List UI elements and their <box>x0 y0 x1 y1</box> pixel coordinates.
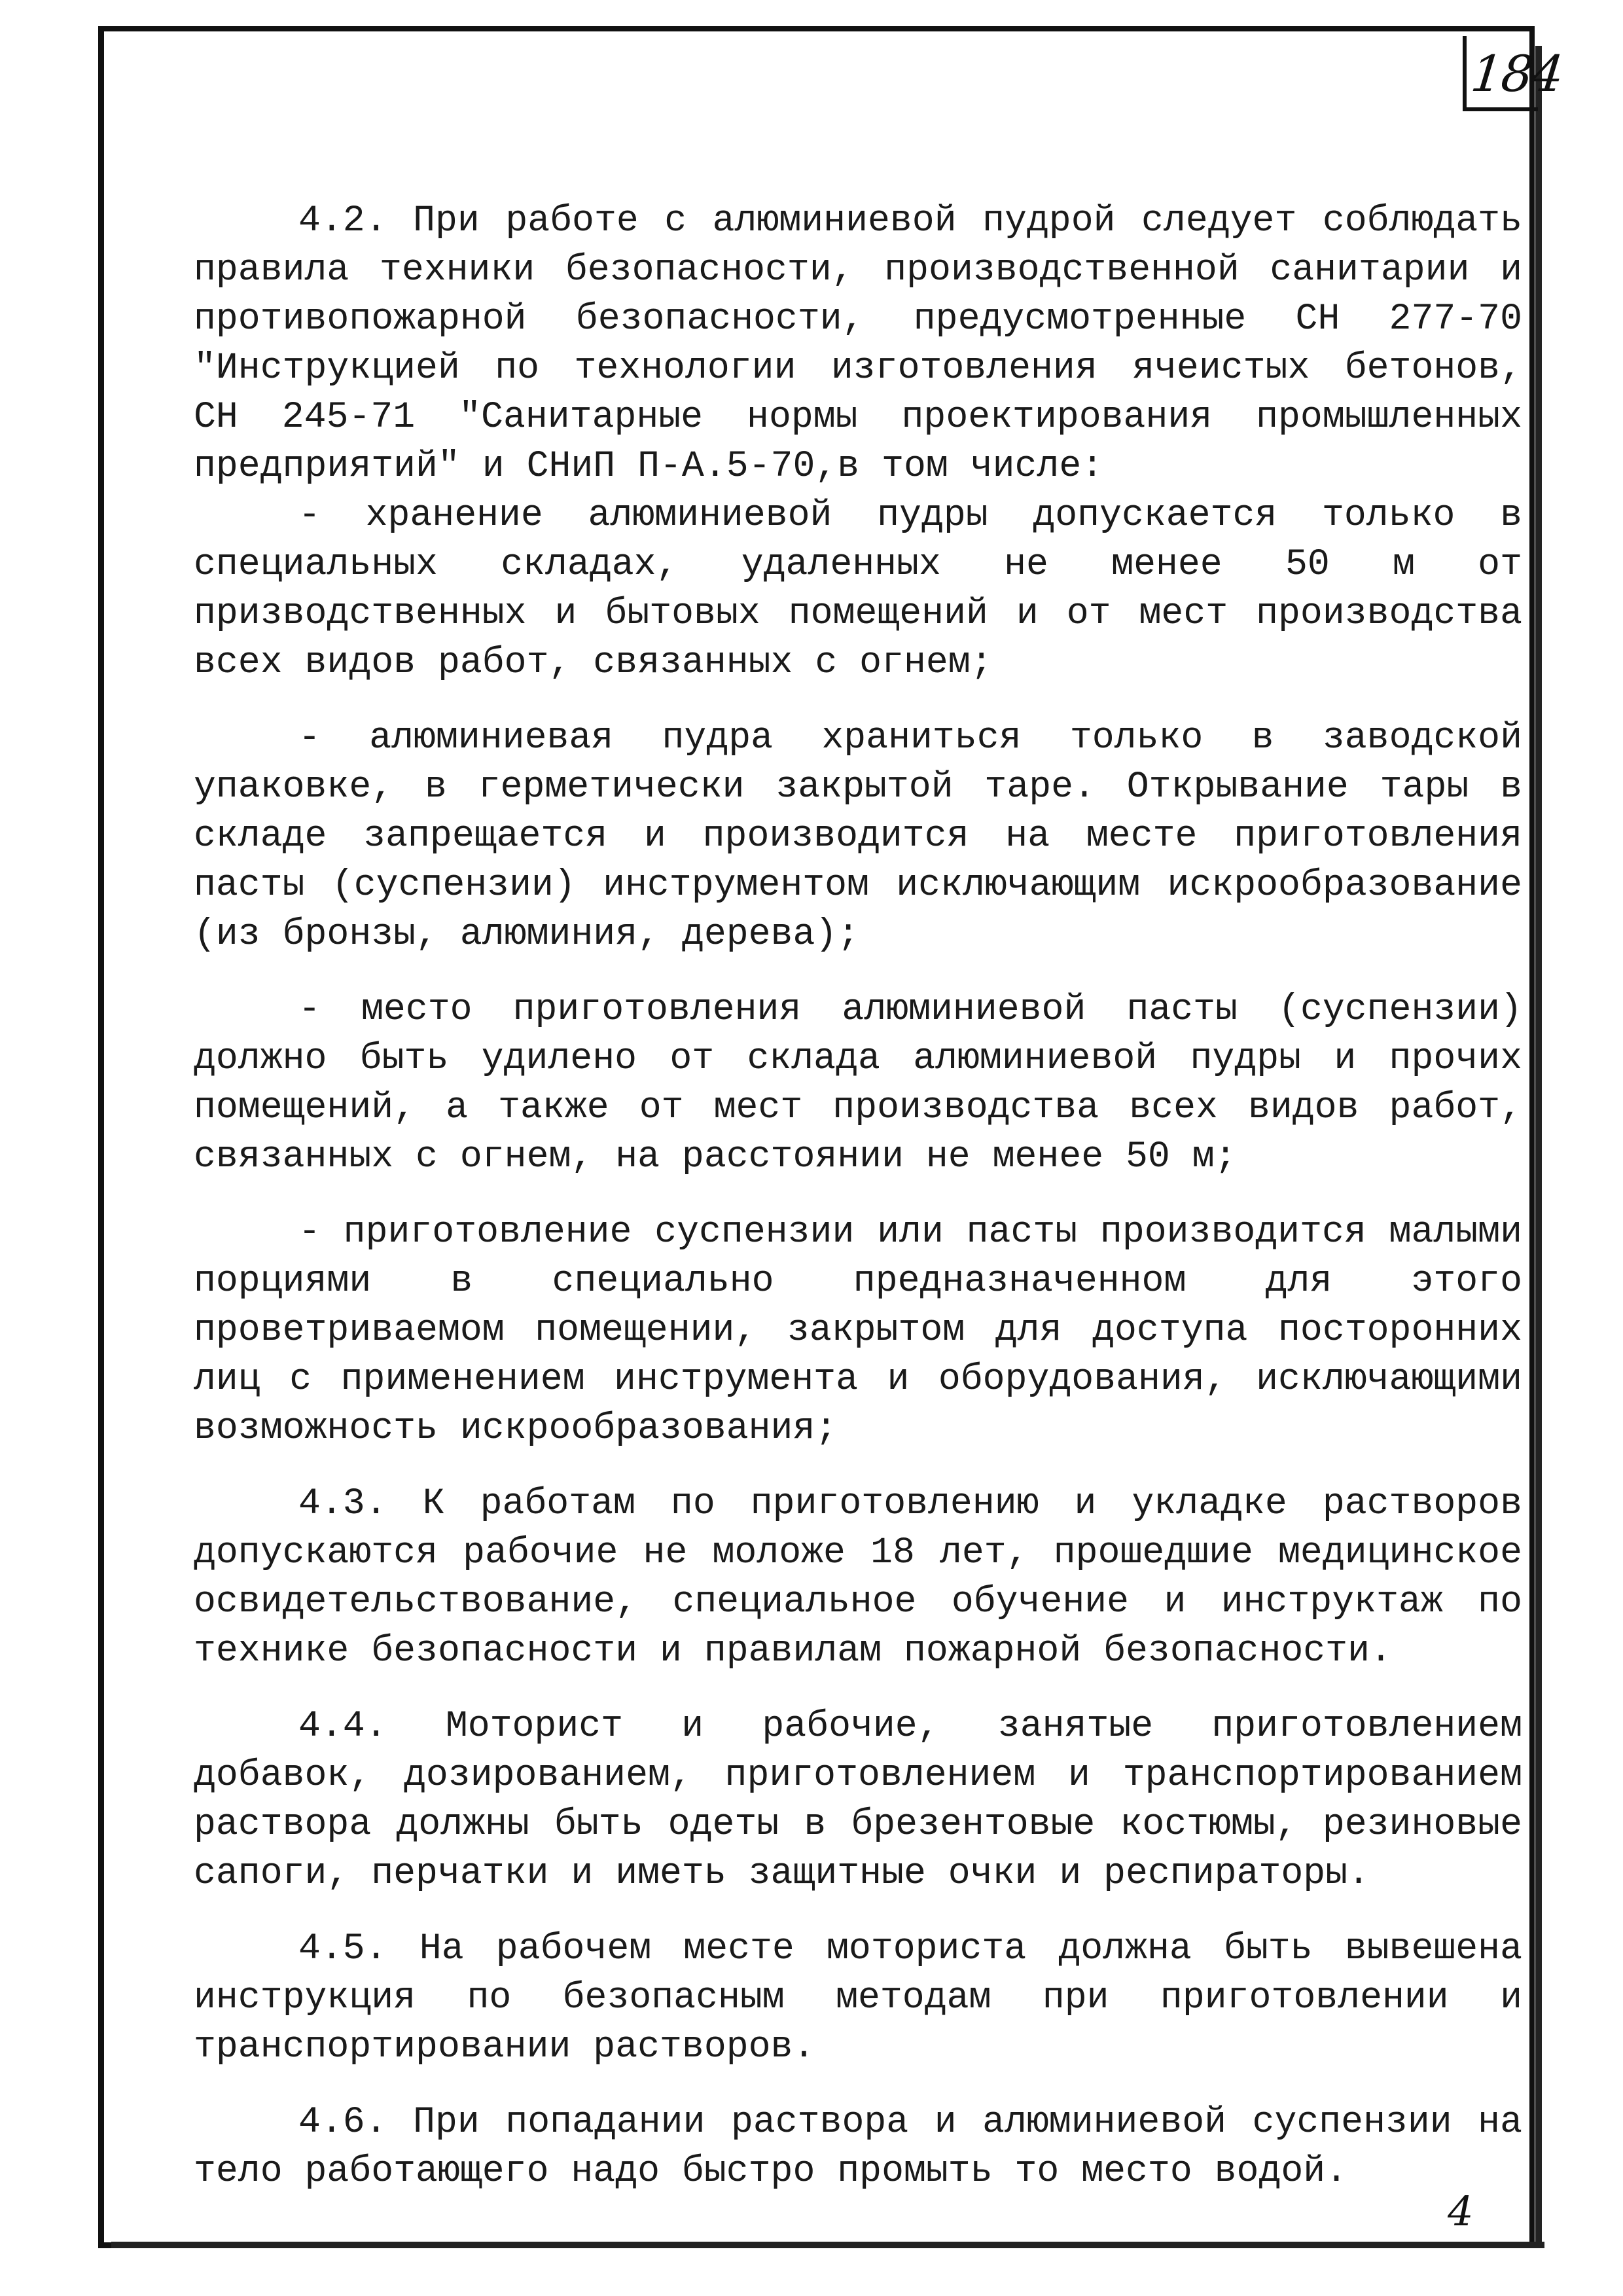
paragraph-4-5: 4.5. На рабочем месте моториста должна быть вывешена инструкция по безопасным методам при приготовлении и транспортировании растворов. <box>194 1928 1522 2068</box>
paragraph-4-2: 4.2. При работе с алюминиевой пудрой следует соблюдать правила техники безопасности, производственной санитарии и противопожарной безопасности, предусмотренные СН 277-70 "Инструкцией по технологии изготовления ячеистых бетонов, СН 245-71 "Санитарные нормы проектирования промышленных предприятий" и СНиП П-А.5-70,в том числе: <box>194 200 1522 487</box>
frame-shadow-bottom <box>111 2242 1544 2248</box>
paragraph-4-4: 4.4. Моторист и рабочие, занятые приготовлением добавок, дозированием, приготовлением и транспортированием раствора должны быть одеты в брезентовые костюмы, резиновые сапоги, перчатки и иметь защитные очки и респираторы. <box>194 1705 1522 1894</box>
list-item-storage: - хранение алюминиевой пудры допускается только в специальных складах, удаленных не менее 50 м от призводственных и бытовых помещений и от мест производства всех видов работ, связанных с огнем; <box>194 494 1522 683</box>
frame-shadow-right <box>1535 46 1542 2248</box>
list-item-paste-location: - место приготовления алюминиевой пасты (суспензии) должно быть удилено от склада алюминиевой пудры и прочих помещений, а также от мест производства всех видов работ, связанных с огнем, на расстоянии не менее 50 м; <box>194 988 1522 1177</box>
paragraph-4-6: 4.6. При попадании раствора и алюминиевой суспензии на тело работающего надо быстро промыть то место водой. <box>194 2101 1522 2192</box>
paragraph-4-3: 4.3. К работам по приготовлению и укладке растворов допускаются рабочие не моложе 18 лет, прошедшие медицинское освидетельствование, специальное обучение и инструктаж по технике безопасности и правилам пожарной безопасности. <box>194 1482 1522 1672</box>
bottom-page-mark: 4 <box>1448 2187 1474 2235</box>
list-item-packaging: - алюминиевая пудра храниться только в заводской упаковке, в герметически закрытой таре. Открывание тары в складе запрещается и производится на месте приготовления пасты (суспензии) инструментом исключающим искрообразование (из бронзы, алюминия, дерева); <box>194 717 1522 955</box>
document-body <box>194 196 1522 2196</box>
page-number: 184 <box>1468 45 1565 103</box>
list-item-suspension-preparation: - приготовление суспензии или пасты производится малыми порциями в специально предназначенном для этого проветриваемом помещении, закрытом для доступа посторонних лиц с применением инструмента и оборудования, исключающими возможность искрообразования; <box>194 1211 1522 1449</box>
